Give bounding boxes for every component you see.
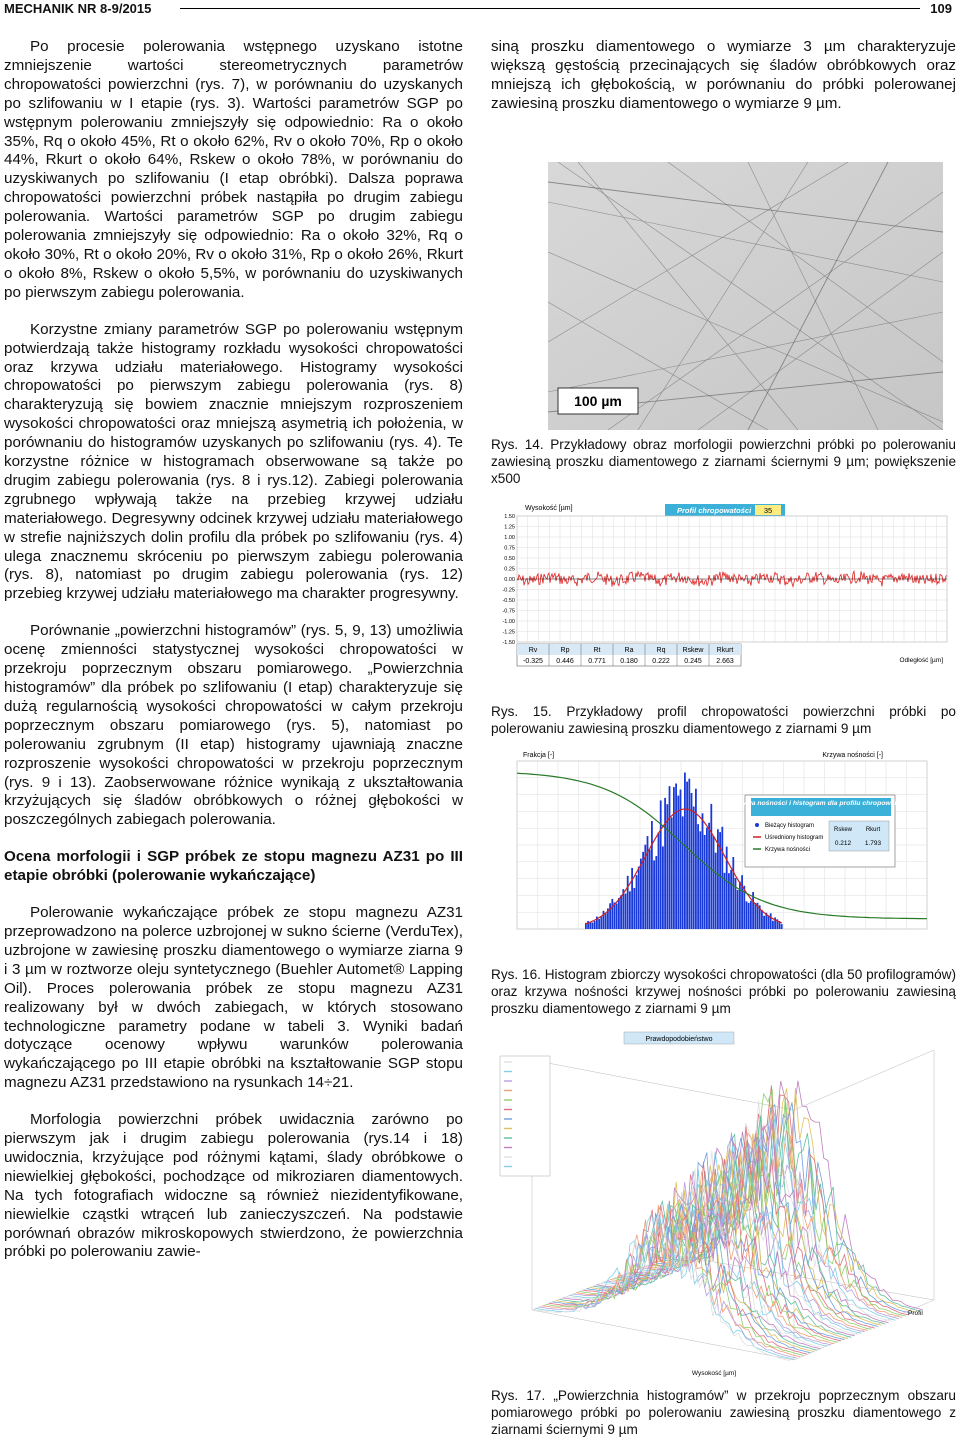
histogram-bar [664,798,666,929]
scale-bar-label: 100 µm [574,393,622,409]
legend-item: Bieżący histogram [765,823,815,829]
right-column-text [491,38,956,132]
legend-item: Uśredniony histogram [765,835,824,841]
y-tick-label: -0.50 [502,598,515,604]
y-tick-label: 1.00 [504,535,515,541]
histogram-surface-chart [494,1030,954,1380]
histogram-bar [770,913,772,929]
left-column [4,38,463,1280]
histogram-bar [737,890,739,929]
histogram-bar [688,779,690,929]
histogram-bar [673,787,675,929]
param-value: 0.245 [684,658,702,665]
histogram-bar [589,923,591,929]
param-value: -0.325 [523,658,543,665]
figure-caption: Rys. 17. „Powierzchnia histogramów” w przekroju poprzecznym obszaru pomiarowego próbki po polerowaniu zawiesiną proszku diamentowego z ziarnami ściernymi 9 µm [491,1388,956,1437]
histogram-bar [730,870,732,929]
histogram-bar [594,921,596,929]
histogram-bar [715,853,717,929]
histogram-bar [633,888,635,929]
histogram-legend-box [732,795,911,867]
histogram-bar [754,903,756,929]
micrograph-figure [548,162,943,430]
histogram-bar [748,903,750,929]
profile-xlabel: Odległość [µm] [899,657,943,664]
param-name: Rskew [833,827,853,833]
surface-xlabel: Wysokość [µm] [691,1370,737,1377]
histogram-bar [653,860,655,929]
histogram-bar [616,904,618,929]
histogram-bar [655,856,657,929]
y-tick-label: -1.25 [502,629,515,636]
histogram-bar [768,916,770,929]
histogram-bar [651,821,653,929]
histogram-bar [598,919,600,929]
histogram-bar [724,873,726,929]
paragraph: Porównanie „powierzchni histogramów” (rys. 5, 9, 13) umożliwia ocenę zmienności statystycznej wysokości chropowatości w przekroju poprzecznym obszaru pomiarowego. „Powierzchnia histogramów” dla próbek po szlifowaniu (I etap) charakteryzuje się dużą regularnością wysokości chropowatości w całym przekroju poprzecznym obszaru pomiarowego (rys. 5), natomiast po polerowaniu zgrubnym (II etap) histogramy ujawniają znaczne rozproszenie wysokości chropowatości w przekroju poprzecznym (rys. 9 i 13). Zaobserwowane różnice wynikają z ukształtowania krzyżujących się śladów obróbkowych o różnej głębokości w poszczególnych zabiegach polerowania. [4,622,463,829]
histogram-bar [763,916,765,929]
param-value: 0.212 [834,840,852,847]
histogram-bar [732,857,734,929]
histogram-bar [772,921,774,929]
histogram-bar [761,910,763,929]
legend-item: Krzywa nośności [765,847,811,853]
histogram-bar [642,852,644,929]
histogram-bar [658,832,660,929]
histogram-ylabel-left: Frakcja [-] [523,752,555,759]
histogram-bar [735,878,737,929]
profile-ylabel: Wysokość [µm] [525,505,573,512]
y-tick-label: -0.75 [502,608,515,615]
histogram-bar [609,903,611,929]
journal-title: MECHANIK NR 8-9/2015 [4,1,152,16]
figure-caption: Rys. 15. Przykładowy profil chropowatości powierzchni próbki po polerowaniu zawiesiną proszku diamentowego z ziarnami 9 µm [491,704,956,736]
histogram-bar [710,804,712,929]
micrograph-image [548,162,943,430]
y-tick-label: 1.25 [504,524,515,531]
histogram-bar [781,924,783,929]
histogram-ylabel-right: Krzywa nośności [-] [822,752,883,759]
y-tick-label: 0.25 [504,566,515,573]
histogram-bar [640,859,642,929]
figure-caption: Rys. 14. Przykładowy obraz morfologii powierzchni próbki po polerowaniu zawiesiną proszku diamentowego z ziarnami ściernymi 9 µm; powiększenie x500 [491,437,956,486]
y-tick-label: 0.50 [504,556,515,562]
paragraph: Korzystne zmiany parametrów SGP po polerowaniu wstępnym potwierdzają także histogramy rozkładu wysokości chropowatości oraz krzywa udziału materiałowego. Histogramy wysokości chropowatości po pierwszym zabiegu polerowania (rys. 8) charakteryzują się bowiem znacznie mniejszym rozproszeniem wysokości chropowatości oraz mniejszą asymetrią ich położenia, w porównaniu do histogramów uzyskanych po szlifowaniu (rys. 4). Te korzystne różnice w histogramach obserwowane są także po drugim zabiegu polerowania (rys. 8 i rys.12). Zabiegi polerowania zgrubnego wpływają także na przebieg krzywej udziału materiałowego. Degresywny odcinek krzywej udziału materiałowego w strefie najniższych dolin profilu dla próbek po szlifowaniu (rys. 4) ulega znacznemu skróceniu po pierwszym zabiegu polerowania (rys. 8), natomiast po drugim zabiegu polerowania (rys. 12) przebieg krzywej udziału materiałowego ma charakter progresywny. [4,320,463,603]
histogram-bar [662,846,664,929]
histogram-bar [702,813,704,929]
param-value: 0.446 [556,658,574,665]
histogram-bar [684,773,686,929]
param-name: Rskew [682,647,704,654]
figure-caption: Rys. 16. Histogram zbiorczy wysokości chropowatości (dla 50 profilogramów) oraz krzywa nośności krzywej nośności próbki po polerowaniu zawiesiną proszku diamentowego z ziarnami 9 µm [491,967,956,1016]
param-name: Rkurt [716,647,734,654]
y-tick-label: -0.25 [502,587,515,594]
histogram-bar [750,901,752,929]
y-tick-label: -1.50 [502,640,515,646]
histogram-bar [686,782,688,929]
histogram-bar [699,831,701,929]
profile-chart [495,502,951,692]
histogram-chart [495,749,951,949]
histogram-bar [638,867,640,929]
histogram-bar [636,875,638,929]
histogram-bar [693,807,695,929]
histogram-bar [677,796,679,929]
histogram-bar [706,828,708,929]
histogram-bar [746,901,748,929]
profile-title: Profil chropowatości [677,506,752,515]
y-tick-label: 1.50 [504,514,515,520]
histogram-bar [697,824,699,929]
surface-zlabel: Profil [908,1310,923,1317]
histogram-bar [631,868,633,929]
histogram-bar [691,793,693,929]
histogram-bar [669,786,671,929]
y-tick-label: 0.75 [504,545,515,552]
histogram-bar [682,816,684,929]
histogram-bar [666,804,668,929]
histogram-bar [592,923,594,929]
y-tick-label: 0.00 [504,577,515,583]
histogram-bar [675,784,677,929]
page-header [0,0,960,20]
histogram-bar [618,898,620,929]
histogram-bar [600,917,602,929]
header-rule [180,8,920,9]
y-tick-label: -1.00 [502,619,515,625]
section-heading: Ocena morfologii i SGP próbek ze stopu magnezu AZ31 po III etapie obróbki (polerowanie wykańczające) [4,848,463,885]
histogram-bar [741,875,743,929]
paragraph: Morfologia powierzchni próbek uwidacznia zarówno po pierwszym jak i drugim zabiegu polerowania (rys.14 i 18) uwidocznia, krzyżujące pod różnymi kątami, ślady obróbkowe o niewielkiej głębokości, pochodzące od mikroziaren diamentowych. Na tych fotografiach widoczne są również niezidentyfikowane, niewielkie cząstki wtrąceń lub zanieczyszczeń. Na podstawie porównań obrazów mikroskopowych stwierdzono, że powierzchnia próbki po polerowaniu zawie- [4,1111,463,1261]
surface-title: Prawdopodobieństwo [645,1036,713,1043]
paragraph: Polerowanie wykańczające próbek ze stopu magnezu AZ31 przeprowadzono na polerce uzbrojonej w sukno ścierne (VerduTex), uzbrojone w zawiesinę proszku diamentowego o wymiarze ziarna 9 i 3 µm w roztworze oleju syntetycznego (Buehler Automet® Lapping Oil). Proces polerowania próbek ze stopu magnezu AZ31 realizowany był w dwóch zabiegach, w których stosowano technologiczne parametry podane w tabeli 3. Wyniki badań dotyczące ocenowy wpływu warunków polerowania wykańczającego po III etapie obróbki na kształtowanie SGP stopu magnezu AZ31 przedstawiono na rysunkach 14÷21. [4,904,463,1092]
param-name: Rq [656,647,666,654]
param-value: 1.793 [864,840,882,847]
histogram-bar [625,894,627,929]
histogram-bar [627,876,629,929]
surface-legend [500,1056,550,1176]
param-value: 0.771 [588,658,606,665]
histogram-bar [695,789,697,929]
histogram-bar [660,800,662,929]
histogram-bar [614,902,616,929]
paragraph: siną proszku diamentowego o wymiarze 3 µm charakteryzuje większą gęstością przecinających się śladów obróbkowych oraz mniejszą ich głębokością, w porównaniu do próbki polerowanej zawiesiną proszku diamentowego o wymiarze 9 µm. [491,38,956,112]
histogram-bar [713,836,715,929]
param-value: 2.663 [716,658,734,665]
param-name: Rkurt [865,827,881,833]
profile-params-table [517,644,741,666]
param-name: Rt [593,647,601,654]
histogram-bar [708,823,710,929]
histogram-bar [647,836,649,929]
histogram-bar [629,891,631,929]
histogram-bar [611,899,613,929]
page-number: 109 [930,1,952,16]
param-name: Rp [560,647,570,654]
histogram-bar [649,850,651,929]
param-value: 0.180 [620,658,638,665]
histogram-bar [620,895,622,929]
profile-number: 35 [763,506,773,515]
param-name: Ra [624,647,634,654]
param-name: Rv [528,647,538,654]
histogram-bar [704,835,706,929]
histogram-bar [605,913,607,929]
legend-title: Krzywa nośności i histogram dla profilu chropowatości [731,800,911,807]
param-value: 0.222 [652,658,670,665]
paragraph: Po procesie polerowania wstępnego uzyskano istotne zmniejszenie wartości stereometrycznych parametrów chropowatości powierzchni (rys. 7), w porównaniu do uzyskanych po szlifowaniu w I etapie (rys. 3). Wartości parametrów SGP po wstępnym polerowaniu zmniejszyły się odpowiednio: Ra o około 35%, Rq o około 45%, Rt o około 62%, Rv o około 70%, Rp o około 44%, Rkurt o około 64%, Rskew o około 78%, w porównaniu do uzyskiwanych po szlifowaniu (I etap obróbki). Dalsza poprawa chropowatości powierzchni próbek nastąpiła po drugim zabiegu polerowania. Wartości parametrów SGP po drugim zabiegu polerowania zmniejszyły się odpowiednio: Ra o około 32%, Rq o około 30%, Rt o około 20%, Rv o około 31%, Rp o około 26%, Rkurt o około 8%, Rskew o około 5,5%, w porównaniu do uzyskiwanych po pierwszym zabiegu polerowania. [4,38,463,301]
